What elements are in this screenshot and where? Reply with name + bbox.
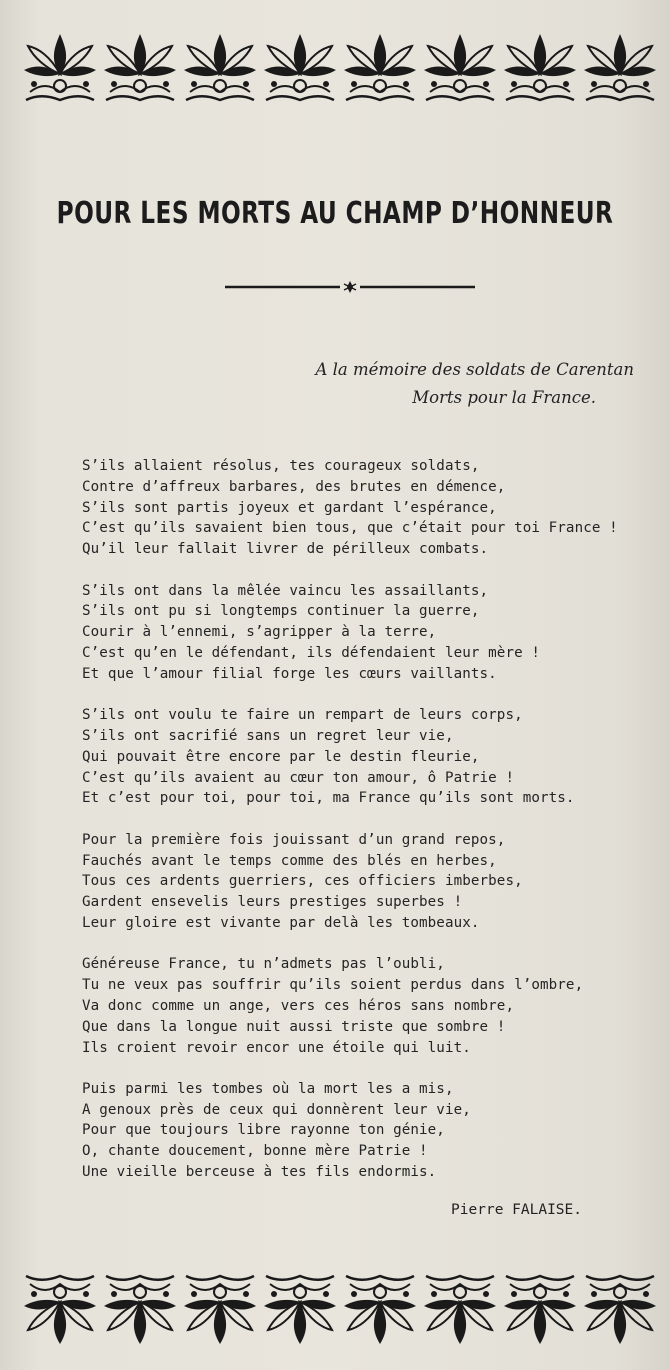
verse: A genoux près de ceux qui donnèrent leur vie, (82, 1101, 471, 1118)
verse: Généreuse France, tu n’admets pas l’oubli, (82, 956, 445, 973)
verse: S’ils ont voulu te faire un rempart de leurs corps, (82, 707, 523, 724)
verse: Ils croient revoir encor une étoile qui luit. (82, 1039, 471, 1056)
verse: Courir à l’ennemi, s’agripper à la terre, (82, 624, 437, 641)
verse: O, chante doucement, bonne mère Patrie ! (82, 1143, 428, 1160)
stanza-3 (82, 705, 642, 809)
poem-title: POUR LES MORTS AU CHAMP D’HONNEUR (56, 196, 614, 231)
dedication-line-1: A la mémoire des soldats de Carentan (315, 360, 634, 379)
verse: Et c’est pour toi, pour toi, ma France qu’ils sont morts. (82, 790, 575, 807)
stanza-1 (82, 456, 642, 560)
verse: S’ils ont pu si longtemps continuer la guerre, (82, 603, 480, 620)
dedication (214, 356, 634, 412)
verse: S’ils allaient résolus, tes courageux soldats, (82, 458, 480, 474)
verse: C’est qu’ils savaient bien tous, que c’était pour toi France ! (82, 520, 618, 537)
verse: Et que l’amour filial forge les cœurs vaillants. (82, 665, 497, 682)
stanza-2 (82, 581, 642, 685)
verse: Va donc comme un ange, vers ces héros sans nombre, (82, 997, 515, 1014)
verse: Pour la première fois jouissant d’un grand repos, (82, 831, 506, 848)
author-signature: Pierre FALAISE. (451, 1202, 582, 1218)
verse: S’ils ont dans la mêlée vaincu les assaillants, (82, 582, 489, 599)
dedication-line-2: Morts pour la France. (412, 388, 596, 407)
verse: S’ils sont partis joyeux et gardant l’espérance, (82, 499, 497, 516)
top-floral-border (20, 26, 660, 106)
divider-star-icon (225, 280, 475, 294)
poem-body (82, 456, 642, 1203)
floral-border-icon (20, 1266, 660, 1350)
verse: S’ils ont sacrifié sans un regret leur vie, (82, 727, 454, 744)
bottom-floral-border (20, 1266, 660, 1350)
stanza-4 (82, 830, 642, 934)
verse: C’est qu’ils avaient au cœur ton amour, ô Patrie ! (82, 769, 515, 786)
stanza-5 (82, 954, 642, 1058)
verse: Contre d’affreux barbares, des brutes en démence, (82, 478, 506, 495)
verse: Fauchés avant le temps comme des blés en herbes, (82, 852, 497, 869)
verse: Tu ne veux pas souffrir qu’ils soient perdus dans l’ombre, (82, 977, 584, 994)
verse: C’est qu’en le défendant, ils défendaient leur mère ! (82, 644, 541, 661)
floral-border-icon (20, 26, 660, 106)
verse: Une vieille berceuse à tes fils endormis. (82, 1164, 437, 1181)
verse: Leur gloire est vivante par delà les tombeaux. (82, 914, 480, 931)
verse: Qui pouvait être encore par le destin fleurie, (82, 748, 480, 765)
verse: Tous ces ardents guerriers, ces officiers imberbes, (82, 873, 523, 890)
title-divider (225, 280, 475, 294)
stanza-6 (82, 1079, 642, 1183)
verse: Pour que toujours libre rayonne ton génie, (82, 1122, 445, 1139)
verse: Qu’il leur fallait livrer de périlleux combats. (82, 541, 489, 558)
verse: Gardent ensevelis leurs prestiges superbes ! (82, 894, 463, 911)
verse: Que dans la longue nuit aussi triste que sombre ! (82, 1018, 506, 1035)
verse: Puis parmi les tombes où la mort les a mis, (82, 1080, 454, 1097)
